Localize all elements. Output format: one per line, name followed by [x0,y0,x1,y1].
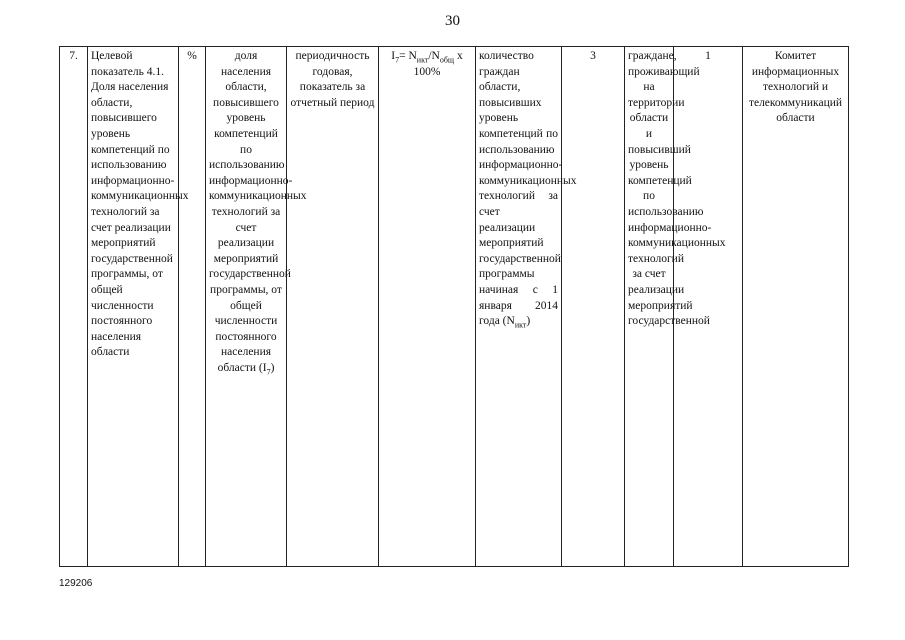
formula-lhs: I [391,50,396,62]
indicator-table [59,46,849,567]
formula-cell [379,47,476,567]
base-indicator-subscript: икт [514,320,527,330]
row-number: 7. [60,47,88,567]
population-cell: граждане, проживающий на территории области и повысивший уровень компетенций по использованию информационно-коммуникационных технологий за счет реализации мероприятий государственной [625,47,674,567]
base-indicator-cell [476,47,577,567]
base-indicator-tail: ) [526,315,531,328]
survey-method-cell: 1 [674,47,743,567]
table-row [60,47,849,567]
formula-subscript-2: общ [439,55,455,65]
page-number: 30 [445,13,460,29]
periodicity-cell: периодичность годовая, показатель за отчетный период [287,47,379,567]
base-indicator-text: количество граждан области, повысивших уровень компетенций по использованию информационно-коммуникационных технологий за счет реализации мероприятий государственной программы начиная с 1 января 2014 года (N [479,50,577,328]
formula-slash: /N [428,50,440,62]
responsible-cell: Комитет информационных технологий и телекоммуникаций области [743,47,849,567]
source-method-cell: 3 [562,47,625,567]
formula-eq: = N [399,50,417,62]
unit-cell: % [179,47,206,567]
definition-cell [206,47,307,567]
definition-subscript: 7 [266,367,271,377]
definition-tail: ) [270,361,275,374]
definition-text: доля населения области, повысившего уровень компетенций по использованию информационно-коммуникационных технологий за счет реализации мероприятий государственной программы, от общей численности постоянного населения области (I [209,50,307,374]
indicator-name: Целевой показатель 4.1. Доля населения области, повысившего уровень компетенций по использованию информационно-коммуникационных технологий за счет реализации мероприятий государственной программы, от общей численности постоянного населения области [88,47,179,567]
formula-tail: x 100% [413,50,463,78]
document-code: 129206 [59,578,93,589]
formula-lhs-subscript: 7 [395,55,400,65]
formula-subscript-1: икт [416,55,429,65]
